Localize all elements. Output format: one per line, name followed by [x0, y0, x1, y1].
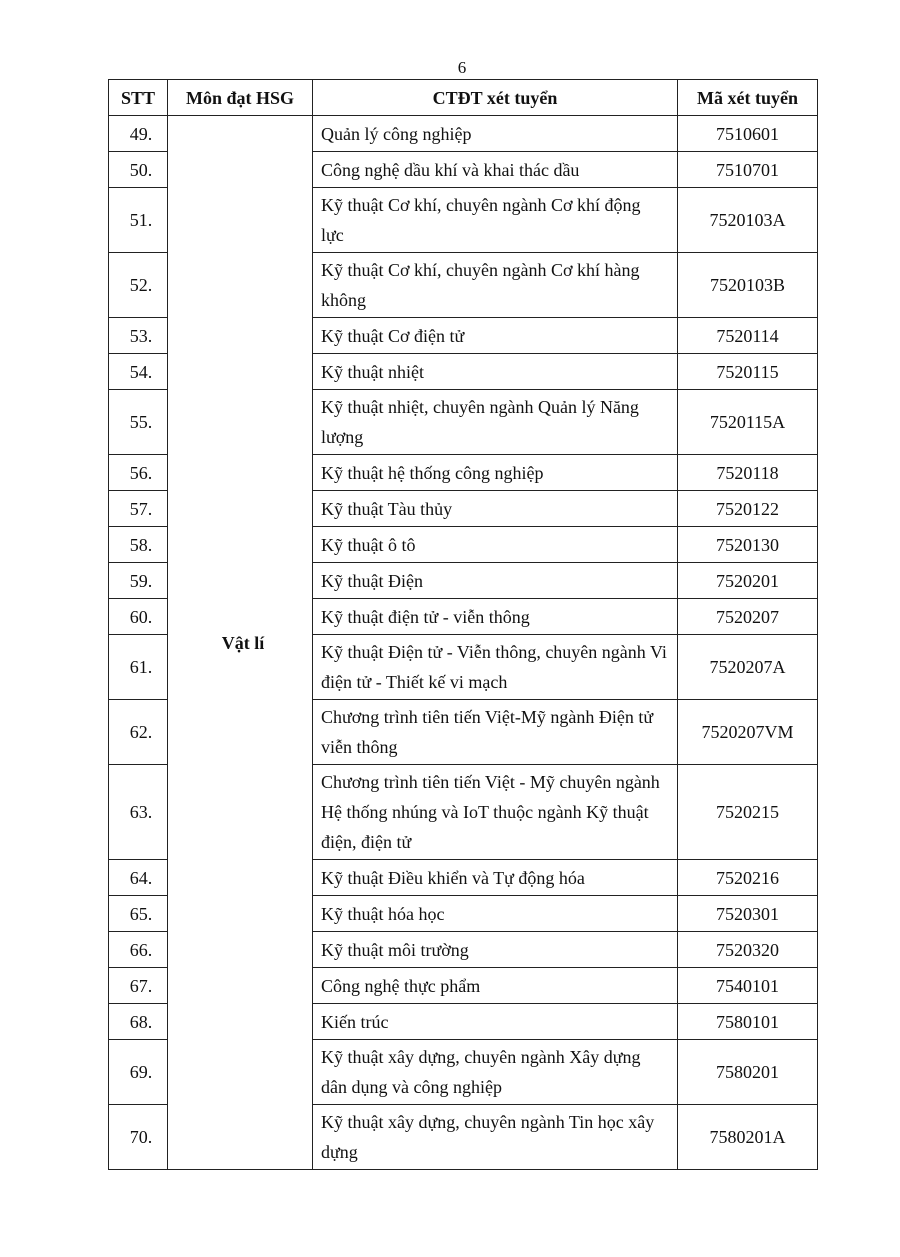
row-stt: 62.: [109, 700, 168, 765]
row-stt: 56.: [109, 455, 168, 491]
row-code: 7510601: [678, 116, 818, 152]
header-code: Mã xét tuyển: [678, 80, 818, 116]
row-program: Kỹ thuật xây dựng, chuyên ngành Tin học xây dựng: [313, 1105, 678, 1170]
row-stt: 60.: [109, 599, 168, 635]
row-code: 7580201A: [678, 1105, 818, 1170]
row-program: Chương trình tiên tiến Việt-Mỹ ngành Điện tử viễn thông: [313, 700, 678, 765]
row-program: Kỹ thuật Điều khiển và Tự động hóa: [313, 860, 678, 896]
row-stt: 66.: [109, 932, 168, 968]
row-code: 7520118: [678, 455, 818, 491]
row-stt: 59.: [109, 563, 168, 599]
subject-cell: [168, 116, 313, 1170]
row-stt: 69.: [109, 1040, 168, 1105]
row-program: Kỹ thuật nhiệt, chuyên ngành Quản lý Năng lượng: [313, 390, 678, 455]
row-program: Kỹ thuật Cơ khí, chuyên ngành Cơ khí hàng không: [313, 253, 678, 318]
row-code: 7520201: [678, 563, 818, 599]
row-program: Kỹ thuật xây dựng, chuyên ngành Xây dựng dân dụng và công nghiệp: [313, 1040, 678, 1105]
row-stt: 51.: [109, 188, 168, 253]
row-program: Kỹ thuật Điện tử - Viễn thông, chuyên ngành Vi điện tử - Thiết kế vi mạch: [313, 635, 678, 700]
row-program: Công nghệ thực phẩm: [313, 968, 678, 1004]
row-program: Chương trình tiên tiến Việt - Mỹ chuyên ngành Hệ thống nhúng và IoT thuộc ngành Kỹ thuật điện, điện tử: [313, 765, 678, 860]
table-row: [109, 116, 818, 152]
row-stt: 65.: [109, 896, 168, 932]
header-stt: STT: [109, 80, 168, 116]
row-stt: 70.: [109, 1105, 168, 1170]
row-code: 7520115: [678, 354, 818, 390]
row-stt: 61.: [109, 635, 168, 700]
row-code: 7520103A: [678, 188, 818, 253]
header-subject: Môn đạt HSG: [168, 80, 313, 116]
row-code: 7520215: [678, 765, 818, 860]
admission-table: [108, 79, 818, 1170]
row-stt: 49.: [109, 116, 168, 152]
row-stt: 54.: [109, 354, 168, 390]
row-code: 7580101: [678, 1004, 818, 1040]
row-code: 7510701: [678, 152, 818, 188]
row-code: 7520115A: [678, 390, 818, 455]
row-stt: 68.: [109, 1004, 168, 1040]
header-program: CTĐT xét tuyển: [313, 80, 678, 116]
row-stt: 64.: [109, 860, 168, 896]
row-program: Kỹ thuật môi trường: [313, 932, 678, 968]
page-number: 6: [457, 58, 467, 77]
row-stt: 52.: [109, 253, 168, 318]
table-body: [109, 116, 818, 1170]
row-code: 7520320: [678, 932, 818, 968]
row-code: 7520207: [678, 599, 818, 635]
row-code: 7580201: [678, 1040, 818, 1105]
row-program: Kỹ thuật Cơ khí, chuyên ngành Cơ khí động lực: [313, 188, 678, 253]
row-code: 7520207VM: [678, 700, 818, 765]
subject-label: Vật lí: [221, 632, 265, 653]
row-stt: 63.: [109, 765, 168, 860]
row-program: Kỹ thuật điện tử - viễn thông: [313, 599, 678, 635]
row-stt: 53.: [109, 318, 168, 354]
row-code: 7520103B: [678, 253, 818, 318]
row-program: Kỹ thuật nhiệt: [313, 354, 678, 390]
row-code: 7520130: [678, 527, 818, 563]
row-program: Kỹ thuật Tàu thủy: [313, 491, 678, 527]
row-code: 7520114: [678, 318, 818, 354]
row-code: 7520216: [678, 860, 818, 896]
row-code: 7540101: [678, 968, 818, 1004]
row-program: Kỹ thuật Cơ điện tử: [313, 318, 678, 354]
row-code: 7520122: [678, 491, 818, 527]
row-program: Kỹ thuật hệ thống công nghiệp: [313, 455, 678, 491]
table-header: [109, 80, 818, 116]
row-stt: 55.: [109, 390, 168, 455]
row-code: 7520301: [678, 896, 818, 932]
row-stt: 50.: [109, 152, 168, 188]
row-stt: 58.: [109, 527, 168, 563]
row-program: Kỹ thuật ô tô: [313, 527, 678, 563]
row-program: Kỹ thuật hóa học: [313, 896, 678, 932]
row-program: Quản lý công nghiệp: [313, 116, 678, 152]
row-program: Công nghệ dầu khí và khai thác dầu: [313, 152, 678, 188]
row-program: Kỹ thuật Điện: [313, 563, 678, 599]
row-program: Kiến trúc: [313, 1004, 678, 1040]
row-stt: 67.: [109, 968, 168, 1004]
row-code: 7520207A: [678, 635, 818, 700]
row-stt: 57.: [109, 491, 168, 527]
